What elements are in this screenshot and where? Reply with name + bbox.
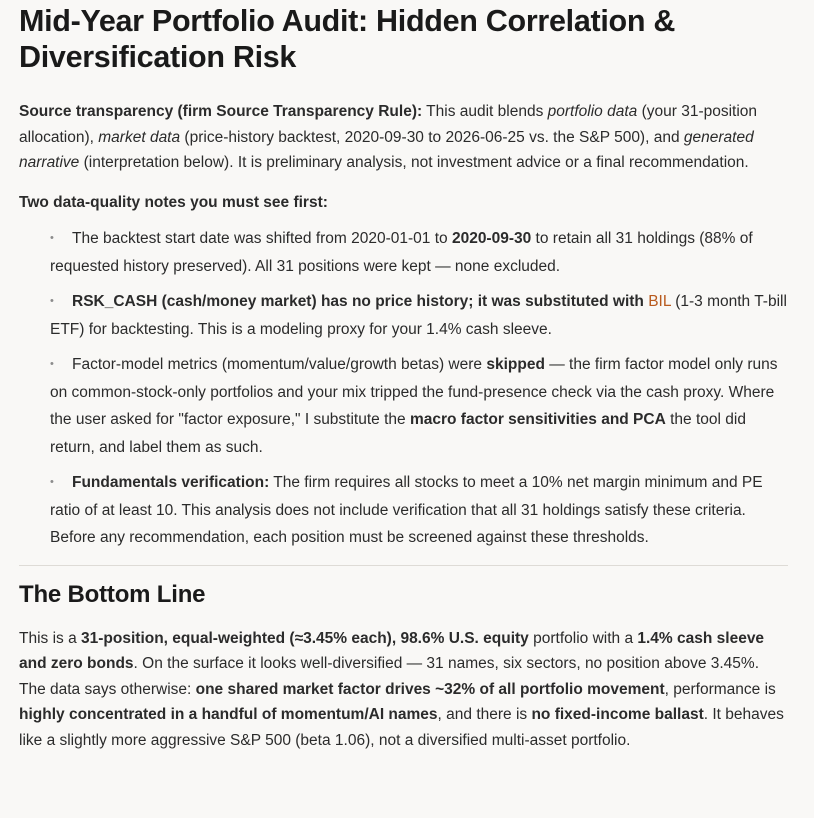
note-text: The backtest start date was shifted from 2020-01-01 to (72, 230, 452, 247)
section-divider (19, 565, 788, 566)
bullet-icon: • (50, 358, 54, 370)
list-item (50, 225, 788, 280)
page-title-line-2: Diversification Risk (19, 40, 297, 74)
note-emphasis: macro factor sensitivities and PCA (409, 411, 666, 428)
list-item (50, 288, 788, 343)
bottom-line-emphasis: highly concentrated in a handful of momentum/AI names (19, 706, 438, 723)
source-emphasis: generated narrative (19, 128, 754, 171)
bottom-line-heading: The Bottom Line (19, 580, 206, 608)
source-emphasis: market data (98, 128, 181, 146)
bottom-line-text: . On the surface it looks well-diversified — 31 names, six sectors, no position above 3.45%. The data says otherwise: (19, 655, 760, 698)
bullet-icon: • (50, 295, 54, 307)
note-text: — the firm factor model only runs on common-stock-only portfolios and your mix tripped the fund-presence check via the cash proxy. Where the user asked for "factor exposure," I substitute the (50, 356, 778, 428)
data-quality-notes-list (19, 225, 788, 552)
source-text: (your 31-position allocation), (19, 103, 758, 146)
bottom-line-emphasis: one shared market factor drives ~32% of all portfolio movement (195, 680, 665, 698)
page-title-line-1: Mid-Year Portfolio Audit: Hidden Correlation & (19, 4, 676, 38)
bullet-icon: • (50, 232, 54, 244)
source-text: (price-history backtest, 2020-09-30 to 2026-06-25 vs. the S&P 500), and (180, 128, 684, 146)
page-title (19, 3, 788, 75)
bottom-line-text: portfolio with a (528, 629, 638, 647)
list-item (50, 351, 788, 461)
bottom-line-text: , and there is (437, 706, 532, 723)
bottom-line-emphasis: 1.4% cash sleeve and zero bonds (19, 629, 765, 672)
source-transparency-paragraph (19, 99, 788, 176)
bottom-line-text: This is a (19, 629, 82, 647)
list-item (50, 469, 788, 552)
data-quality-notes-heading: Two data-quality notes you must see first: (19, 193, 328, 211)
source-text: (interpretation below). It is preliminary analysis, not investment advice or a final recommendation. (79, 154, 749, 171)
note-text: Factor-model metrics (momentum/value/growth betas) were (72, 356, 487, 373)
note-text: (1-3 month T-bill ETF) for backtesting. This is a modeling proxy for your 1.4% cash sleeve. (50, 293, 787, 338)
source-emphasis: portfolio data (547, 103, 638, 120)
note-text: to retain all 31 holdings (88% of requested history preserved). All 31 positions were kept — none excluded. (50, 230, 753, 275)
note-emphasis: skipped (486, 356, 545, 373)
bottom-line-text: , performance is (664, 680, 776, 698)
ticker-code: BIL (648, 293, 671, 310)
bottom-line-emphasis: 31-position, equal-weighted (≈3.45% each), 98.6% U.S. equity (81, 629, 529, 647)
source-text: This audit blends (422, 103, 548, 120)
note-emphasis: RSK_CASH (cash/money market) has no price history; it was substituted with (72, 293, 649, 310)
bottom-line-paragraph (19, 626, 788, 754)
note-emphasis: Fundamentals verification: (72, 474, 270, 491)
note-text: the tool did return, and label them as such. (50, 411, 746, 456)
bottom-line-emphasis: no fixed-income ballast (531, 706, 704, 723)
bullet-icon: • (50, 476, 54, 488)
source-transparency-label: Source transparency (firm Source Transparency Rule): (19, 103, 423, 120)
bottom-line-text: . It behaves like a slightly more aggressive S&P 500 (beta 1.06), not a diversified multi-asset portfolio. (19, 706, 784, 749)
note-emphasis: 2020-09-30 (451, 230, 532, 247)
note-text: The firm requires all stocks to meet a 10% net margin minimum and PE ratio of at least 10. This analysis does not include verification that all 31 holdings satisfy these criteria. Before any recommendation, each position must be screened against these thresholds. (50, 474, 763, 546)
